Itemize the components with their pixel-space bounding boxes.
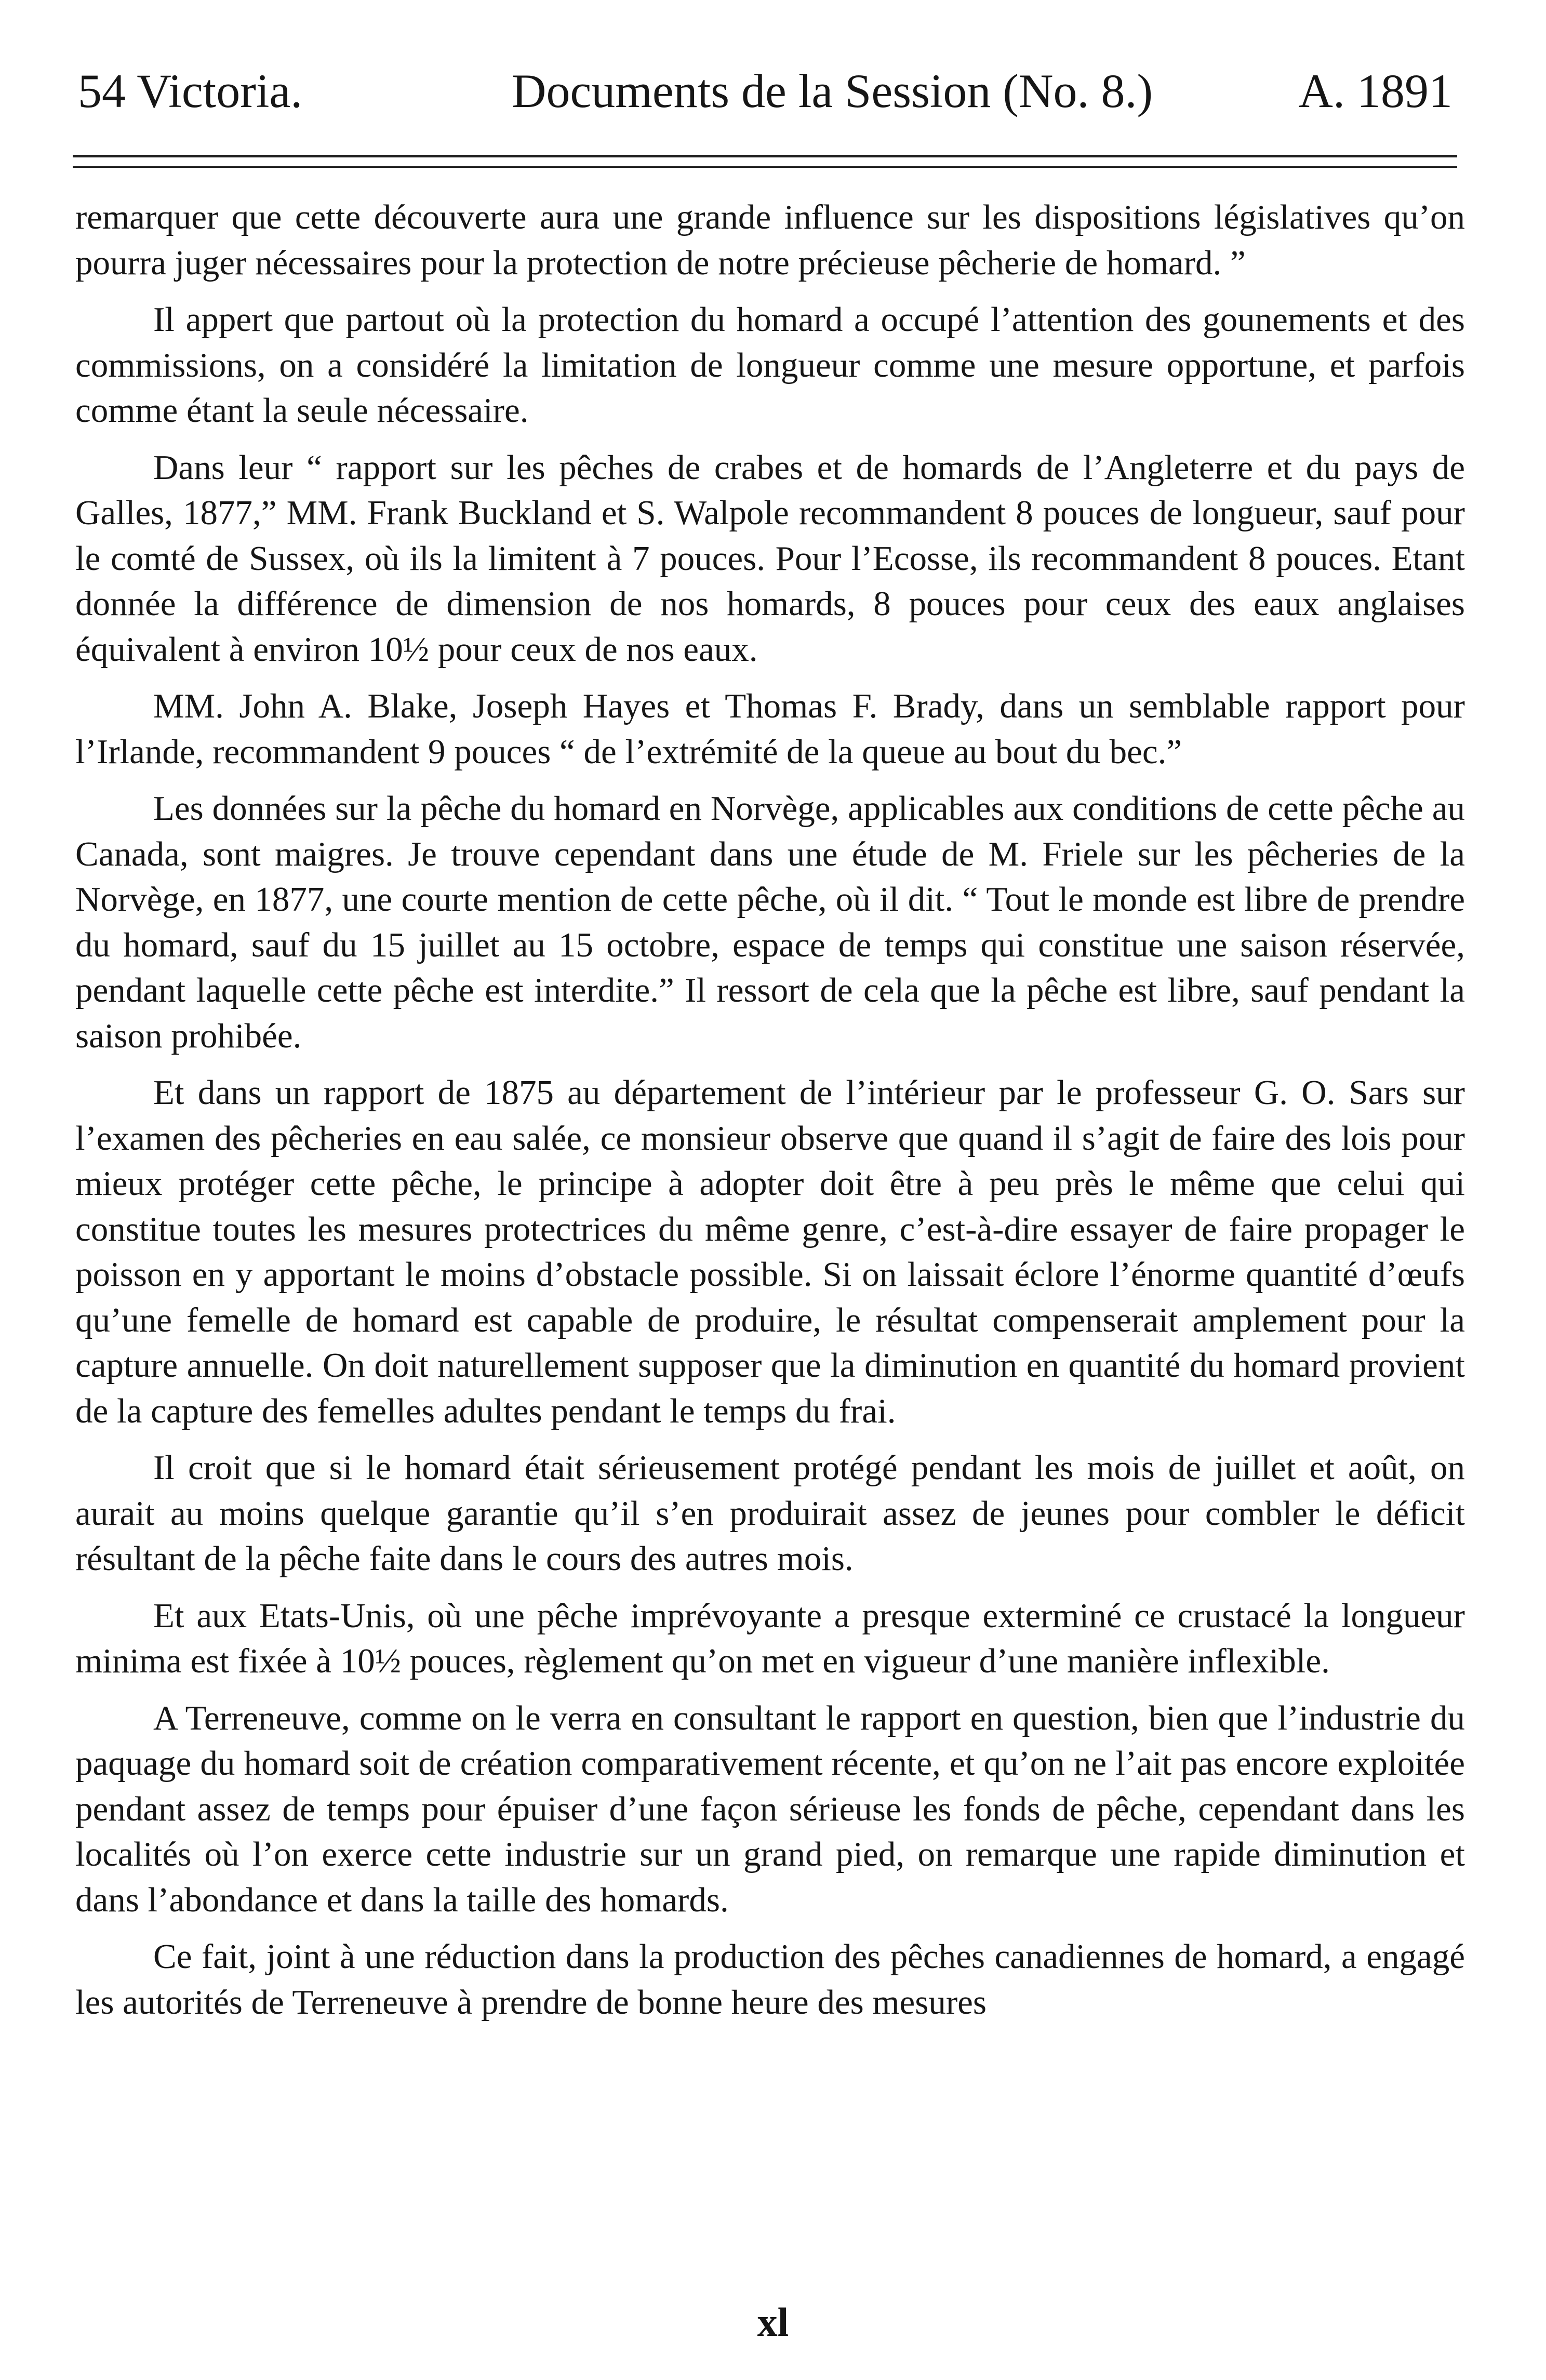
- page-number: xl: [757, 2299, 789, 2345]
- paragraph-9: A Terreneuve, comme on le verra en consultant le rapport en question, bien que l’industrie du paquage du homard soit de création comparativement récente, et qu’on ne l’ait pas encore exploitée pendant assez de temps pour épuiser d’une façon sérieuse les fonds de pêche, cependant dans les localités où l’on exerce cette industrie sur un grand pied, on remarque une rapide diminution et dans l’abondance et dans la taille des homards.: [75, 1698, 1465, 1919]
- paragraph-5: Les données sur la pêche du homard en Norvège, applicables aux conditions de cette pêche au Canada, sont maigres. Je trouve cependant dans une étude de M. Friele sur les pêcheries de la Norvège, en 1877, une courte mention de cette pêche, où il dit. “ Tout le monde est libre de prendre du homard, sauf du 15 juillet au 15 octobre, espace de temps qui constitue une saison réservée, pendant laquelle cette pêche est interdite.” Il ressort de cela que la pêche est libre, sauf pendant la saison prohibée.: [75, 789, 1465, 1055]
- paragraph-7: Il croit que si le homard était sérieusement protégé pendant les mois de juillet et août, on aurait au moins quelque garantie qu’il s’en produirait assez de jeunes pour combler le déficit résultant de la pêche faite dans le cours des autres mois.: [75, 1448, 1465, 1578]
- paragraph-1: remarquer que cette découverte aura une grande influence sur les dispositions législatives qu’on pourra juger nécessaires pour la protection de notre précieuse pêcherie de homard. ”: [75, 198, 1465, 282]
- header-year: A. 1891: [1298, 64, 1452, 117]
- header-volume: 54 Victoria.: [78, 64, 303, 117]
- paragraph-8: Et aux Etats-Unis, où une pêche imprévoyante a presque exterminé ce crustacé la longueur minima est fixée à 10½ pouces, règlement qu’on met en vigueur d’une manière inflexible.: [75, 1596, 1465, 1680]
- body-text: [75, 195, 1465, 2037]
- header-rule-thick: [73, 155, 1457, 157]
- running-header: [78, 62, 1452, 119]
- header-rule-thin: [73, 166, 1457, 168]
- paragraph-6: Et dans un rapport de 1875 au département de l’intérieur par le professeur G. O. Sars sur l’examen des pêcheries en eau salée, ce monsieur observe que quand il s’agit de faire des lois pour mieux protéger cette pêche, le principe à adopter doit être à peu près le même que celui qui constitue toutes les mesures protectrices du même genre, c’est-à-dire essayer de faire propager le poisson en y apportant le moins d’obstacle possible. Si on laissait éclore l’énorme quantité d’œufs qu’une femelle de homard est capable de produire, le résultat compenserait amplement pour la capture annuelle. On doit naturellement supposer que la diminution en quantité du homard provient de la capture des femelles adultes pendant le temps du frai.: [75, 1073, 1465, 1430]
- paragraph-3: Dans leur “ rapport sur les pêches de crabes et de homards de l’Angleterre et du pays de Galles, 1877,” MM. Frank Buckland et S. Walpole recommandent 8 pouces de longueur, sauf pour le comté de Sussex, où ils la limitent à 7 pouces. Pour l’Ecosse, ils recommandent 8 pouces. Etant donnée la différence de dimension de nos homards, 8 pouces pour ceux des eaux anglaises équivalent à environ 10½ pour ceux de nos eaux.: [75, 448, 1465, 669]
- paragraph-2: Il appert que partout où la protection du homard a occupé l’attention des gounements et des commissions, on a considéré la limitation de longueur comme une mesure opportune, et parfois comme étant la seule nécessaire.: [75, 300, 1465, 430]
- header-title: Documents de la Session (No. 8.): [512, 64, 1153, 117]
- paragraph-4: MM. John A. Blake, Joseph Hayes et Thomas F. Brady, dans un semblable rapport pour l’Irlande, recommandent 9 pouces “ de l’extrémité de la queue au bout du bec.”: [75, 687, 1465, 771]
- paragraph-10: Ce fait, joint à une réduction dans la production des pêches canadiennes de homard, a engagé les autorités de Terreneuve à prendre de bonne heure des mesures: [75, 1937, 1465, 2022]
